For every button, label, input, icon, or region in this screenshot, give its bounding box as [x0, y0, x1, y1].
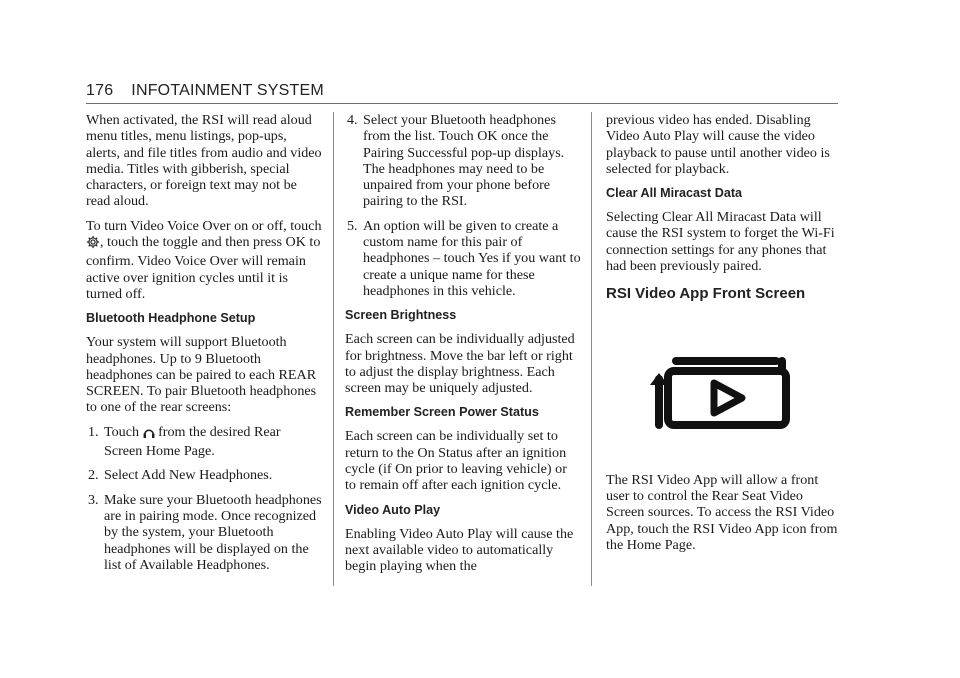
column-divider-2: [591, 112, 592, 586]
column-2: [345, 112, 581, 583]
step-text: Make sure your Bluetooth headphones are in pairing mode. Once recognized by the system, your Bluetooth headphones will be displayed on the list of Available Headphones.: [104, 491, 322, 573]
heading-video-auto-play: Video Auto Play: [345, 502, 441, 517]
paragraph-voice-over-toggle: [86, 218, 322, 302]
paragraph-bluetooth-support: Your system will support Bluetooth headphones. Up to 9 Bluetooth headphones can be paired to each REAR SCREEN. To pair Bluetooth headphones to one of the rear screens:: [86, 334, 317, 416]
step-number: 3.: [88, 491, 99, 508]
steps-list: [86, 424, 322, 573]
paragraph-rsi-video-app: The RSI Video App will allow a front user to control the Rear Seat Video Screen sources. To access the RSI Video App, touch the RSI Video App icon from the Home Page.: [606, 471, 838, 553]
page-number: 176: [86, 82, 114, 99]
step-number: 5.: [347, 217, 358, 234]
text-fragment: Touch: [104, 423, 143, 440]
heading-screen-brightness: Screen Brightness: [345, 308, 457, 323]
paragraph-voice-over-intro: When activated, the RSI will read aloud menu titles, menu listings, pop-ups, alerts, and file titles from audio and video media. Titles with gibberish, special characters, or foreign text may not be read aloud.: [86, 112, 322, 210]
step-text: Select Add New Headphones.: [104, 467, 273, 484]
list-item: [86, 424, 322, 460]
steps-list-continued: [345, 112, 581, 299]
paragraph-video-auto-play: Enabling Video Auto Play will cause the next available video to automatically begin playing when the: [345, 525, 574, 575]
step-number: 1.: [88, 423, 99, 440]
paragraph-video-auto-play-continued: previous video has ended. Disabling Video Auto Play will cause the video playback to pause until another video is selected for playback.: [606, 112, 830, 177]
step-number: 2.: [88, 467, 99, 484]
step-text: Select your Bluetooth headphones from the list. Touch OK once the Pairing Successful pop-up displays. The headphones may need to be unpaired from your phone before pairing to the RSI.: [363, 112, 565, 210]
section-title: INFOTAINMENT SYSTEM: [131, 82, 324, 99]
column-divider-1: [333, 112, 334, 586]
list-item: [86, 492, 322, 573]
rsi-video-app-icon: [650, 349, 842, 435]
text-fragment: To turn Video Voice Over on or off, touch: [86, 217, 322, 234]
header-divider: [86, 103, 838, 104]
column-1: [86, 112, 322, 581]
list-item: [86, 467, 322, 483]
paragraph-remember-screen-power: Each screen can be individually set to return to the On Status after an ignition cycle (if On prior to leaving vehicle) or to remain off after each ignition cycle.: [345, 428, 567, 494]
paragraph-screen-brightness: Each screen can be individually adjusted for brightness. Move the bar left or right to adjust the display brightness. Each screen may be uniquely adjusted.: [345, 331, 575, 397]
gear-icon: [86, 235, 100, 253]
text-fragment: , touch the toggle and then press OK to confirm. Video Voice Over will remain active over ignition cycles until it is turned off.: [86, 234, 321, 302]
page-header: [86, 82, 324, 100]
heading-rsi-video-app-front-screen: RSI Video App Front Screen: [606, 285, 806, 303]
column-3: [606, 112, 842, 561]
list-item: [345, 218, 581, 299]
heading-bluetooth-headphone-setup: Bluetooth Headphone Setup: [86, 311, 256, 326]
text-fragment: from the desired Rear Screen Home Page.: [104, 423, 281, 460]
heading-clear-miracast: Clear All Miracast Data: [606, 186, 743, 201]
heading-remember-screen-power: Remember Screen Power Status: [345, 405, 539, 420]
paragraph-clear-miracast: Selecting Clear All Miracast Data will cause the RSI system to forget the Wi-Fi connection settings for any phones that had been previously paired.: [606, 209, 835, 275]
step-number: 4.: [347, 112, 358, 128]
headphones-icon: [143, 424, 155, 443]
step-text: An option will be given to create a custom name for this pair of headphones – touch Yes if you want to create a unique name for these headphones in this vehicle.: [363, 217, 581, 299]
list-item: [345, 112, 581, 210]
